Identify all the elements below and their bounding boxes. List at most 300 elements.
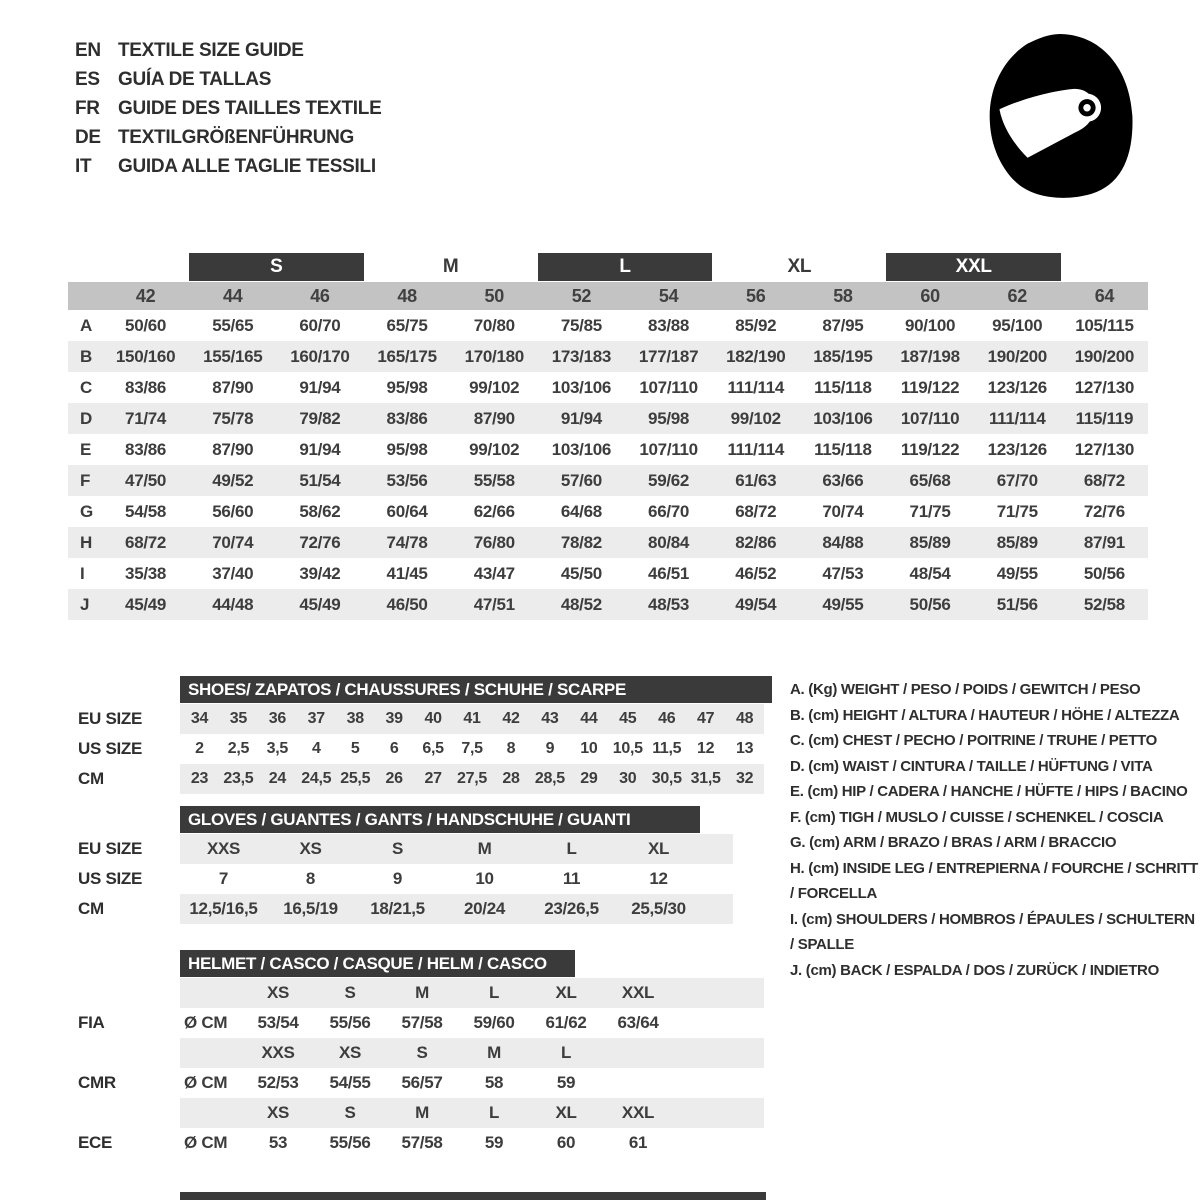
size-value: S xyxy=(391,839,404,858)
size-value: 84/88 xyxy=(822,533,864,552)
size-value: 12,5/16,5 xyxy=(189,899,258,918)
size-value: 41 xyxy=(463,710,481,727)
size-value: 68/72 xyxy=(125,533,167,552)
size-value: 177/187 xyxy=(638,347,699,366)
size-value: 24 xyxy=(268,770,286,787)
measurement-row xyxy=(68,589,1148,620)
size-value: 65/68 xyxy=(909,471,951,490)
size-value: 48 xyxy=(735,710,754,727)
measurement-row xyxy=(68,434,1148,465)
size-value: 2,5 xyxy=(227,740,250,757)
value-band xyxy=(180,764,764,794)
spacer-cell xyxy=(78,1038,180,1068)
size-value: 71/75 xyxy=(996,502,1038,521)
size-value: 60/64 xyxy=(386,502,428,521)
language-label: TEXTILGRÖßENFÜHRUNG xyxy=(118,127,355,148)
size-value: L xyxy=(566,839,577,858)
size-value: 8 xyxy=(305,869,316,888)
size-value: 59/60 xyxy=(473,1013,515,1032)
shoes-rows xyxy=(78,704,772,794)
size-value: 45/49 xyxy=(299,595,341,614)
size-value: 107/110 xyxy=(639,440,698,459)
size-value: 30 xyxy=(619,770,637,787)
size-value: 62/66 xyxy=(473,502,515,521)
size-value: 87/90 xyxy=(212,378,254,397)
size-value: 49/55 xyxy=(996,564,1038,583)
size-value: 27 xyxy=(424,770,442,787)
size-value: 6,5 xyxy=(422,740,444,757)
helmet-size-label: S xyxy=(344,983,356,1002)
size-value: 67/70 xyxy=(996,471,1038,490)
helmet-size-row xyxy=(78,978,764,1008)
size-value: 37/40 xyxy=(212,564,254,583)
size-value: 187/198 xyxy=(900,347,960,366)
size-value: 72/76 xyxy=(299,533,341,552)
size-value: 185/195 xyxy=(813,347,873,366)
size-value: 70/74 xyxy=(822,502,864,521)
size-value: 95/100 xyxy=(992,316,1043,335)
size-value: 53 xyxy=(268,1133,288,1152)
size-value: 74/78 xyxy=(386,533,428,552)
size-value: 50/60 xyxy=(125,316,167,335)
size-value: 107/110 xyxy=(900,409,960,428)
row-letter: B xyxy=(80,347,92,366)
size-value: 78/82 xyxy=(560,533,602,552)
size-value: 23 xyxy=(190,770,209,787)
size-value: 95/98 xyxy=(648,409,690,428)
diameter-unit-label: Ø CM xyxy=(184,1073,228,1092)
spacer-cell xyxy=(78,1098,180,1128)
language-code: DE xyxy=(75,127,101,148)
helmet-size-band xyxy=(180,1038,764,1068)
size-value: 2 xyxy=(195,740,204,757)
value-band xyxy=(180,894,733,924)
size-value: 99/102 xyxy=(469,378,520,397)
section-row xyxy=(78,764,772,794)
size-value: 80/84 xyxy=(648,533,690,552)
size-value: 99/102 xyxy=(730,409,781,428)
size-value: 85/89 xyxy=(909,533,951,552)
size-value: 28 xyxy=(502,770,520,787)
helmet-size-label: L xyxy=(488,1103,500,1122)
size-value: 35 xyxy=(229,710,247,727)
row-label: EU SIZE xyxy=(78,839,143,858)
size-value: 65/75 xyxy=(386,316,428,335)
size-value: 115/118 xyxy=(814,440,872,459)
row-letter: F xyxy=(80,471,91,490)
column-header: 52 xyxy=(571,286,592,306)
size-value: 40 xyxy=(424,710,442,727)
size-value: 75/85 xyxy=(560,316,602,335)
size-value: 155/165 xyxy=(203,347,263,366)
size-value: 111/114 xyxy=(988,409,1046,428)
size-value: 27,5 xyxy=(457,770,487,787)
helmet-size-label: XS xyxy=(266,983,290,1002)
column-header: 60 xyxy=(920,286,940,306)
size-value: 53/54 xyxy=(257,1013,299,1032)
size-value: 47/51 xyxy=(473,595,515,614)
language-row xyxy=(75,123,381,152)
helmet-size-label: XS xyxy=(338,1043,362,1062)
size-value: 49/52 xyxy=(212,471,254,490)
size-value: 52/58 xyxy=(1083,595,1125,614)
size-value: 90/100 xyxy=(904,316,956,335)
size-value: 25,5/30 xyxy=(631,899,686,918)
size-value: 5 xyxy=(350,740,360,757)
language-list xyxy=(75,36,381,181)
helmet-size-band xyxy=(180,1098,764,1128)
diameter-unit-label: Ø CM xyxy=(184,1133,228,1152)
spacer-cell xyxy=(78,978,180,1008)
size-value: M xyxy=(477,839,492,858)
size-value: 57/60 xyxy=(560,471,602,490)
size-value: 41/45 xyxy=(386,564,428,583)
helmet-size-label: XXS xyxy=(261,1043,295,1062)
size-value: 43/47 xyxy=(473,564,515,583)
size-value: 76/80 xyxy=(473,533,515,552)
size-value: 119/122 xyxy=(900,378,960,397)
size-value: 52/53 xyxy=(257,1073,299,1092)
size-value: 56/57 xyxy=(401,1073,443,1092)
size-value: 9 xyxy=(392,869,403,888)
size-value: 28,5 xyxy=(534,770,565,787)
helmet-size-row xyxy=(78,1038,764,1068)
size-value: 71/75 xyxy=(909,502,951,521)
size-value: 79/82 xyxy=(299,409,341,428)
size-value: 38 xyxy=(346,710,364,727)
size-value: 39 xyxy=(385,710,403,727)
helmet-title-row xyxy=(78,950,764,978)
size-value: 87/95 xyxy=(822,316,864,335)
shoes-title: SHOES/ ZAPATOS / CHAUSSURES / SCHUHE / SCARPE xyxy=(180,676,772,703)
size-value: 51/54 xyxy=(299,471,341,490)
size-value: 115/118 xyxy=(814,378,872,397)
size-value: 23/26,5 xyxy=(544,899,599,918)
size-value: 64/68 xyxy=(560,502,602,521)
size-value: 70/74 xyxy=(212,533,254,552)
size-value: 182/190 xyxy=(726,347,786,366)
measurement-row xyxy=(68,465,1148,496)
column-header: 58 xyxy=(833,286,853,306)
size-value: 59 xyxy=(556,1073,576,1092)
size-value: 105/115 xyxy=(1075,316,1134,335)
size-value: 43 xyxy=(541,710,559,727)
section-row xyxy=(78,734,772,764)
language-label: GUIDE DES TAILLES TEXTILE xyxy=(118,98,382,119)
helmet-size-label: XL xyxy=(555,983,577,1002)
size-value: 55/56 xyxy=(329,1133,371,1152)
helmet-size-label: XXL xyxy=(621,1103,655,1122)
helmet-size-label: M xyxy=(415,983,429,1002)
size-value: 160/170 xyxy=(290,347,350,366)
legend-item: J. (cm) BACK / ESPALDA / DOS / ZURÜCK / INDIETRO xyxy=(790,961,1159,979)
column-header: 48 xyxy=(397,286,417,306)
size-value: 4 xyxy=(311,740,321,757)
size-value: 87/91 xyxy=(1083,533,1125,552)
size-value: 68/72 xyxy=(735,502,777,521)
size-value: 75/78 xyxy=(212,409,254,428)
value-band xyxy=(180,834,733,864)
row-letter: C xyxy=(80,378,92,397)
size-value: 10 xyxy=(580,740,598,757)
gloves-rows xyxy=(78,834,733,924)
size-value: 85/89 xyxy=(996,533,1038,552)
column-header: 50 xyxy=(484,286,504,306)
apparel-size-table xyxy=(68,252,1148,620)
size-value: 71/74 xyxy=(125,409,167,428)
legend-item: D. (cm) WAIST / CINTURA / TAILLE / HÜFTUNG / VITA xyxy=(790,757,1153,775)
helmet-size-label: L xyxy=(560,1043,572,1062)
cropped-section-band xyxy=(180,1192,766,1200)
size-value: 9 xyxy=(545,740,555,757)
size-group-header-row xyxy=(68,252,1148,282)
size-value: 10 xyxy=(475,869,494,888)
size-value: 53/56 xyxy=(386,471,428,490)
measurement-row xyxy=(68,372,1148,403)
legend-item: B. (cm) HEIGHT / ALTURA / HAUTEUR / HÖHE / ALTEZZA xyxy=(790,706,1180,724)
legend-item: A. (Kg) WEIGHT / PESO / POIDS / GEWITCH / PESO xyxy=(790,681,1141,698)
size-value: 60/70 xyxy=(299,316,341,335)
shoes-title-row xyxy=(78,676,772,704)
size-value: 8 xyxy=(506,740,516,757)
size-value: 68/72 xyxy=(1083,471,1125,490)
size-value: 18/21,5 xyxy=(370,899,425,918)
size-value: 10,5 xyxy=(612,740,643,757)
legend-item: C. (cm) CHEST / PECHO / POITRINE / TRUHE / PETTO xyxy=(790,732,1158,749)
size-value: 99/102 xyxy=(469,440,520,459)
column-header: 62 xyxy=(1007,286,1027,306)
size-value: 83/86 xyxy=(386,409,428,428)
size-value: 50/56 xyxy=(1083,564,1125,583)
size-value: 91/94 xyxy=(299,378,341,397)
size-value: 56/60 xyxy=(212,502,254,521)
section-row xyxy=(78,864,733,894)
gloves-section xyxy=(78,806,733,924)
size-value: 39/42 xyxy=(299,564,341,583)
measurement-legend xyxy=(790,677,1200,983)
helmet-title: HELMET / CASCO / CASQUE / HELM / CASCO xyxy=(180,950,575,977)
size-value: 57/58 xyxy=(401,1013,443,1032)
size-value: 190/200 xyxy=(987,347,1047,366)
helmet-size-row xyxy=(78,1098,764,1128)
size-value: 47 xyxy=(697,710,715,727)
size-value: 3,5 xyxy=(266,740,289,757)
size-value: 11 xyxy=(562,869,581,888)
standard-label: ECE xyxy=(78,1133,113,1152)
helmet-size-band xyxy=(180,978,764,1008)
size-value: 20/24 xyxy=(463,899,506,918)
size-group-m: M xyxy=(442,256,459,277)
row-letter: I xyxy=(80,564,85,583)
size-value: 50/56 xyxy=(909,595,951,614)
size-value: 72/76 xyxy=(1083,502,1125,521)
size-value: 7,5 xyxy=(461,740,483,757)
helmet-size-label: S xyxy=(416,1043,428,1062)
size-value: 46/51 xyxy=(648,564,690,583)
size-value: 83/86 xyxy=(125,378,167,397)
measurement-row xyxy=(68,310,1148,341)
size-group-xl: XL xyxy=(787,256,812,277)
size-value: 30,5 xyxy=(651,770,682,787)
row-label: CM xyxy=(78,899,104,918)
size-value: 60 xyxy=(556,1133,576,1152)
size-value: 127/130 xyxy=(1074,378,1135,397)
size-value: 35/38 xyxy=(125,564,167,583)
helmet-size-label: L xyxy=(488,983,500,1002)
size-value: 83/86 xyxy=(125,440,167,459)
size-value: 44 xyxy=(580,710,598,727)
size-value: 11,5 xyxy=(652,740,682,757)
size-value: 115/119 xyxy=(1075,409,1134,428)
size-value: 173/183 xyxy=(551,347,612,366)
size-value: 123/126 xyxy=(987,378,1047,397)
size-value: 87/90 xyxy=(212,440,254,459)
size-value: 55/65 xyxy=(212,316,254,335)
helmet-value-row xyxy=(78,1068,764,1098)
row-letter: G xyxy=(80,502,93,521)
size-group-xxl: XXL xyxy=(886,253,1060,281)
language-code: FR xyxy=(75,98,100,119)
size-value: 91/94 xyxy=(560,409,602,428)
size-value: 83/88 xyxy=(648,316,690,335)
value-band xyxy=(180,734,764,764)
standard-label: CMR xyxy=(78,1073,116,1092)
spacer xyxy=(78,950,180,978)
legend-item: H. (cm) INSIDE LEG / ENTREPIERNA / FOURCHE / SCHRITT / FORCELLA xyxy=(790,859,1199,902)
size-value: 95/98 xyxy=(386,378,428,397)
gloves-title-row xyxy=(78,806,733,834)
section-row xyxy=(78,704,772,734)
section-row xyxy=(78,834,733,864)
size-value: 12 xyxy=(697,740,715,757)
size-value: XXS xyxy=(206,839,241,858)
size-value: 46/50 xyxy=(386,595,428,614)
language-row xyxy=(75,152,381,181)
size-value: 34 xyxy=(190,710,209,727)
value-band xyxy=(180,864,733,894)
column-header: 44 xyxy=(223,286,243,306)
row-letter: H xyxy=(80,533,92,552)
size-value: 70/80 xyxy=(473,316,515,335)
size-value: 26 xyxy=(385,770,403,787)
size-value: 49/55 xyxy=(822,595,864,614)
row-letter: J xyxy=(80,595,90,614)
column-header: 64 xyxy=(1094,286,1115,306)
legend-item: F. (cm) TIGH / MUSLO / CUISSE / SCHENKEL / COSCIA xyxy=(790,808,1164,826)
size-value: 51/56 xyxy=(996,595,1038,614)
size-value: 103/106 xyxy=(551,378,612,397)
size-value: 13 xyxy=(735,740,754,757)
value-band xyxy=(180,704,764,734)
size-value: 12 xyxy=(649,869,668,888)
helmet-size-label: XS xyxy=(266,1103,290,1122)
size-value: 46 xyxy=(658,710,676,727)
size-value: 54/55 xyxy=(329,1073,371,1092)
size-value: 58/62 xyxy=(299,502,341,521)
column-header: 42 xyxy=(135,286,156,306)
column-header-row xyxy=(68,282,1148,310)
size-value: 150/160 xyxy=(115,347,176,366)
size-group-s: S xyxy=(189,253,363,281)
size-value: 61/62 xyxy=(545,1013,587,1032)
size-value: 107/110 xyxy=(639,378,698,397)
size-value: XS xyxy=(299,839,322,858)
size-value: 127/130 xyxy=(1074,440,1135,459)
column-header: 56 xyxy=(746,286,766,306)
size-value: 31,5 xyxy=(690,770,721,787)
row-letter: D xyxy=(80,409,92,428)
size-value: 170/180 xyxy=(464,347,524,366)
language-label: GUIDA ALLE TAGLIE TESSILI xyxy=(118,156,376,177)
column-header: 46 xyxy=(310,286,330,306)
size-value: 103/106 xyxy=(813,409,873,428)
row-letter: A xyxy=(80,316,92,335)
size-value: 42 xyxy=(502,710,520,727)
size-value: 55/58 xyxy=(473,471,515,490)
legend-item: E. (cm) HIP / CADERA / HANCHE / HÜFTE / HIPS / BACINO xyxy=(790,783,1188,800)
legend-item: G. (cm) ARM / BRAZO / BRAS / ARM / BRACCIO xyxy=(790,834,1117,851)
language-label: GUÍA DE TALLAS xyxy=(118,69,272,90)
helmet-size-label: M xyxy=(415,1103,429,1122)
spacer xyxy=(78,806,180,834)
size-value: 111/114 xyxy=(727,378,785,397)
helmet-size-label: XL xyxy=(555,1103,577,1122)
size-value: 95/98 xyxy=(386,440,428,459)
size-value: 119/122 xyxy=(900,440,960,459)
shoes-section xyxy=(78,676,772,794)
section-row xyxy=(78,894,733,924)
helmet-value-row xyxy=(78,1128,764,1158)
size-value: 23,5 xyxy=(223,770,254,787)
size-value: 63/64 xyxy=(617,1013,659,1032)
size-value: 25,5 xyxy=(340,770,371,787)
helmet-value-row xyxy=(78,1008,764,1038)
size-value: 45/50 xyxy=(560,564,602,583)
size-value: 54/58 xyxy=(125,502,167,521)
size-value: 66/70 xyxy=(648,502,690,521)
language-code: EN xyxy=(75,40,101,61)
row-label: CM xyxy=(78,769,104,788)
size-value: 45/49 xyxy=(125,595,167,614)
size-value: 85/92 xyxy=(735,316,777,335)
measurement-row xyxy=(68,403,1148,434)
measurement-row xyxy=(68,496,1148,527)
size-value: 58 xyxy=(484,1073,504,1092)
size-value: 46/52 xyxy=(735,564,777,583)
size-value: 55/56 xyxy=(329,1013,371,1032)
size-value: 103/106 xyxy=(551,440,612,459)
size-value: 123/126 xyxy=(987,440,1047,459)
diameter-unit-label: Ø CM xyxy=(184,1013,228,1032)
size-value: 57/58 xyxy=(401,1133,443,1152)
language-code: ES xyxy=(75,69,100,90)
size-value: 61/63 xyxy=(735,471,777,490)
size-value: 36 xyxy=(268,710,286,727)
size-value: 24,5 xyxy=(301,770,332,787)
size-value: 47/50 xyxy=(125,471,167,490)
helmet-value-band xyxy=(180,1128,764,1158)
helmet-size-label: M xyxy=(487,1043,501,1062)
size-value: 87/90 xyxy=(473,409,515,428)
size-value: 44/48 xyxy=(212,595,254,614)
size-value: 29 xyxy=(580,770,598,787)
language-row xyxy=(75,36,381,65)
spacer xyxy=(78,676,180,704)
row-label: US SIZE xyxy=(78,869,143,888)
helmet-rows xyxy=(78,978,764,1158)
size-value: 47/53 xyxy=(822,564,864,583)
size-value: 16,5/19 xyxy=(283,899,338,918)
